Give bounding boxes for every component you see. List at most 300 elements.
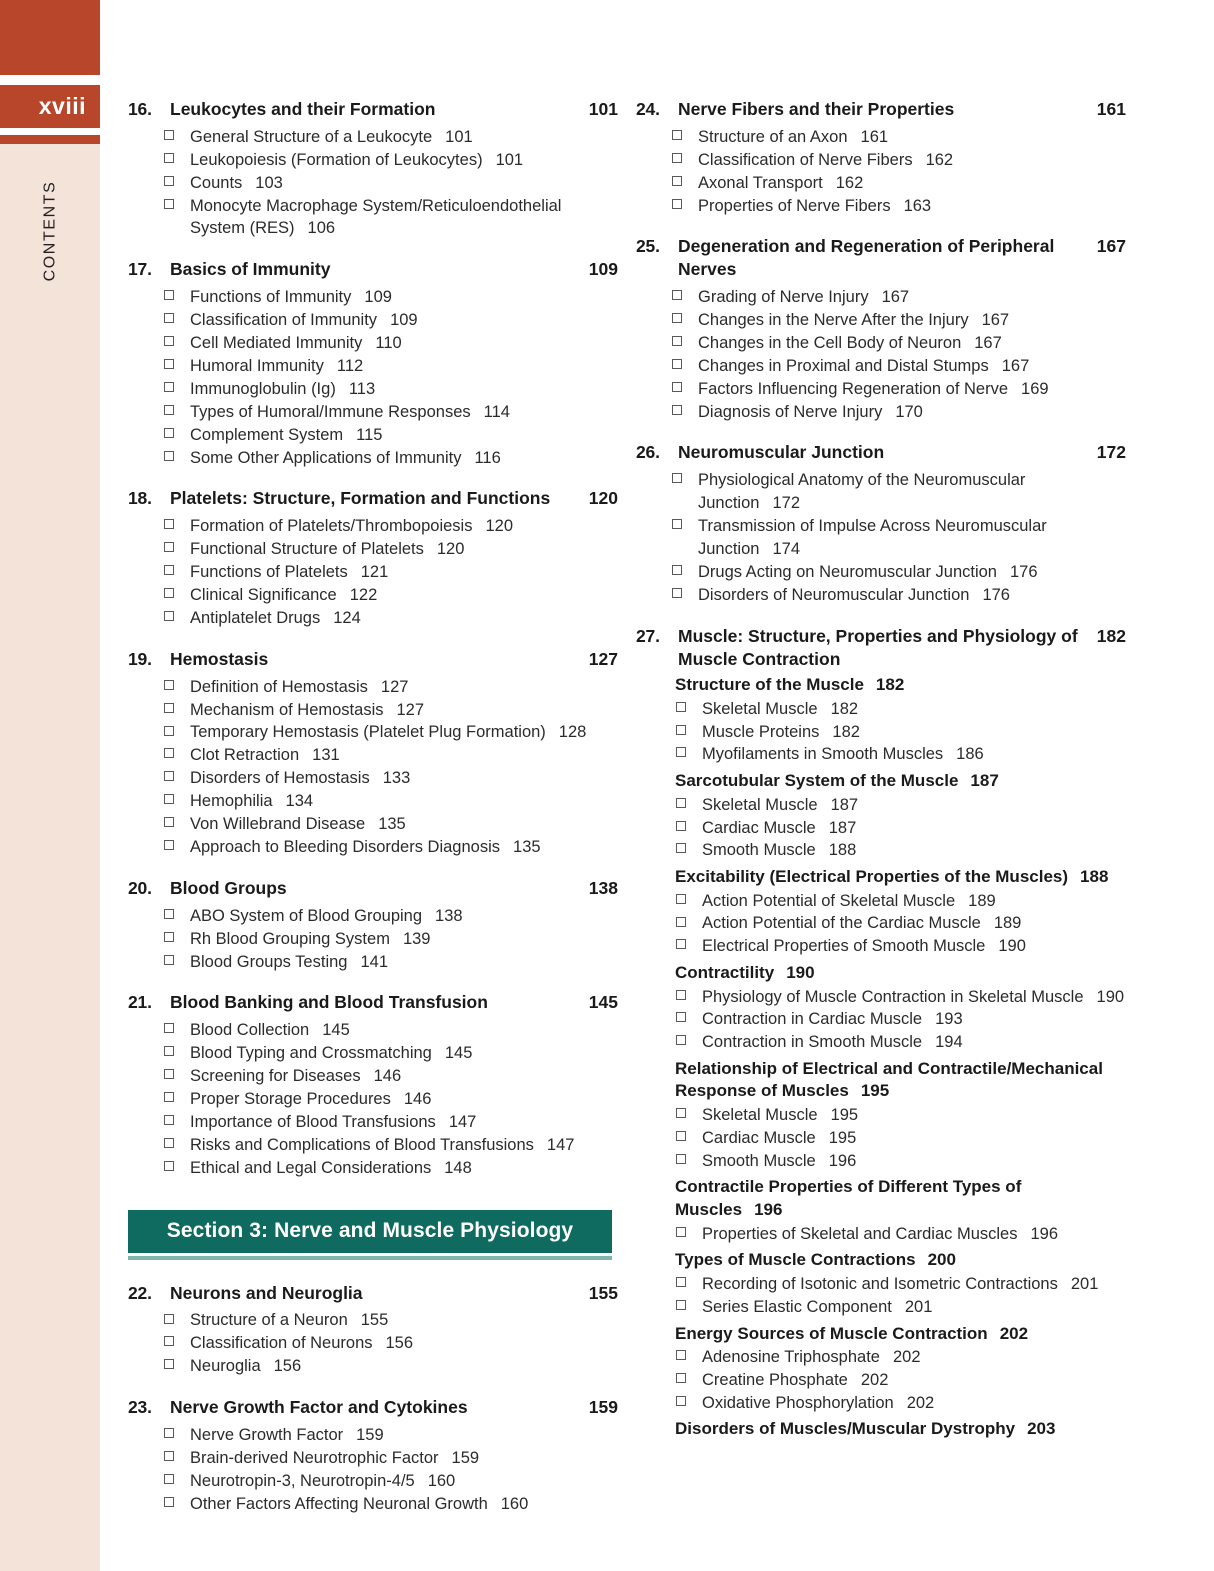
toc-chapter xyxy=(128,648,618,859)
toc-sub-page-number: 176 xyxy=(1009,562,1038,581)
toc-sub-title: Smooth Muscle 196 xyxy=(702,1151,857,1170)
toc-sub-title: Clinical Significance 122 xyxy=(190,586,378,604)
toc-group-heading-text: Structure of the Muscle xyxy=(675,675,864,695)
toc-sub-entry[interactable] xyxy=(636,149,1126,172)
square-bullet-icon xyxy=(128,813,190,834)
toc-chapter-page-number: 167 xyxy=(1096,236,1126,257)
square-bullet-icon xyxy=(128,905,190,926)
toc-chapter-number: 27. xyxy=(636,625,660,646)
toc-chapter-number: 19. xyxy=(128,648,152,669)
toc-sub-list xyxy=(128,676,618,859)
toc-sub-entry[interactable] xyxy=(128,1134,618,1157)
toc-chapter-page-number: 127 xyxy=(588,648,618,669)
toc-sub-page-number: 110 xyxy=(375,333,402,352)
toc-chapter xyxy=(636,625,1126,1441)
toc-group-page-number: 187 xyxy=(970,771,999,791)
toc-group-heading[interactable] xyxy=(636,962,1126,985)
toc-sub-page-number: 188 xyxy=(828,841,857,860)
toc-group-heading[interactable] xyxy=(636,866,1126,889)
toc-sub-page-number: 202 xyxy=(892,1348,921,1367)
toc-group-page-number: 196 xyxy=(754,1200,783,1219)
square-bullet-icon xyxy=(636,1346,702,1367)
toc-sub-page-number: 145 xyxy=(444,1044,473,1063)
toc-chapter xyxy=(128,258,618,469)
toc-chapter-title-wrap xyxy=(170,1396,618,1419)
toc-sub-entry[interactable] xyxy=(636,1346,1126,1369)
square-bullet-icon xyxy=(128,951,190,972)
toc-sub-list xyxy=(636,794,1126,862)
toc-group-heading[interactable] xyxy=(636,1176,1126,1221)
toc-sub-entry[interactable] xyxy=(128,951,618,974)
toc-sub-title: Series Elastic Component 201 xyxy=(702,1297,933,1316)
toc-group-heading-text: Relationship of Electrical and Contractile/Mechanical Response of Muscles xyxy=(675,1058,1103,1101)
toc-sub-list xyxy=(128,905,618,974)
toc-sub-entry[interactable] xyxy=(128,699,618,722)
toc-sub-entry[interactable] xyxy=(636,515,1126,561)
toc-sub-title: Counts 103 xyxy=(190,173,283,192)
toc-sub-title: Changes in the Cell Body of Neuron 167 xyxy=(698,333,1002,352)
toc-sub-entry[interactable] xyxy=(128,1355,618,1378)
toc-sub-title: Contraction in Smooth Muscle 194 xyxy=(702,1033,963,1052)
square-bullet-icon xyxy=(636,890,702,911)
toc-sub-page-number: 167 xyxy=(881,287,910,306)
square-bullet-icon xyxy=(128,1065,190,1086)
toc-sub-entry[interactable] xyxy=(636,195,1126,218)
toc-sub-list xyxy=(128,1019,618,1179)
toc-group-heading[interactable] xyxy=(636,1249,1126,1272)
toc-group-heading-text: Excitability (Electrical Properties of the Muscles) xyxy=(675,867,1069,887)
toc-sub-page-number: 202 xyxy=(906,1393,935,1412)
toc-sub-entry[interactable] xyxy=(128,378,618,401)
toc-sub-page-number: 127 xyxy=(380,677,409,696)
toc-chapter-title: Basics of Immunity xyxy=(170,259,331,280)
toc-sub-title: Rh Blood Grouping System 139 xyxy=(190,929,431,948)
toc-sub-page-number: 187 xyxy=(830,795,859,814)
square-bullet-icon xyxy=(128,584,190,605)
toc-chapter-heading[interactable] xyxy=(128,1396,618,1419)
toc-sub-page-number: 202 xyxy=(860,1370,889,1389)
toc-sub-entry[interactable] xyxy=(128,836,618,859)
toc-chapter xyxy=(128,98,618,240)
toc-sub-list xyxy=(636,986,1126,1054)
toc-sub-entry[interactable] xyxy=(128,790,618,813)
toc-chapter-number: 24. xyxy=(636,99,660,119)
toc-sub-title: Oxidative Phosphorylation 202 xyxy=(702,1393,935,1412)
toc-sub-entry[interactable] xyxy=(636,561,1126,584)
toc-sub-page-number: 101 xyxy=(495,150,524,169)
toc-sub-page-number: 189 xyxy=(993,914,1022,933)
toc-sub-entry[interactable] xyxy=(636,469,1126,515)
toc-group-heading[interactable] xyxy=(636,1058,1126,1103)
square-bullet-icon xyxy=(636,172,698,193)
toc-chapter-title-wrap xyxy=(170,648,618,671)
toc-chapter-title-wrap xyxy=(170,877,618,900)
square-bullet-icon xyxy=(128,355,190,376)
toc-sub-entry[interactable] xyxy=(636,126,1126,149)
toc-sub-entry[interactable] xyxy=(128,1157,618,1180)
toc-sub-page-number: 146 xyxy=(373,1067,402,1086)
toc-sub-entry[interactable] xyxy=(128,126,618,149)
toc-sub-entry[interactable] xyxy=(128,309,618,332)
square-bullet-icon xyxy=(636,1273,702,1294)
toc-sub-entry[interactable] xyxy=(636,332,1126,355)
toc-sub-title: Proper Storage Procedures 146 xyxy=(190,1090,432,1108)
toc-chapter-title: Nerve Growth Factor and Cytokines xyxy=(170,1397,468,1418)
square-bullet-icon xyxy=(636,1369,702,1390)
toc-sub-title: Changes in the Nerve After the Injury 167 xyxy=(698,310,1010,329)
toc-sub-entry[interactable] xyxy=(636,1150,1126,1173)
page-sidebar xyxy=(0,0,100,1571)
contents-label: CONTENTS xyxy=(41,180,58,282)
toc-sub-page-number: 161 xyxy=(860,127,889,146)
toc-chapter-page-number: 138 xyxy=(588,877,618,898)
toc-sub-title: Action Potential of Skeletal Muscle 189 xyxy=(702,891,996,910)
square-bullet-icon xyxy=(128,607,190,628)
toc-sub-entry[interactable] xyxy=(128,401,618,424)
square-bullet-icon xyxy=(128,1493,190,1514)
toc-group-heading[interactable] xyxy=(636,770,1126,793)
toc-sub-entry[interactable] xyxy=(636,286,1126,309)
square-bullet-icon xyxy=(128,447,190,468)
toc-sub-page-number: 106 xyxy=(307,219,336,238)
toc-sub-entry[interactable] xyxy=(128,584,618,607)
square-bullet-icon xyxy=(636,378,698,399)
toc-sub-entry[interactable] xyxy=(636,1104,1126,1127)
toc-sub-entry[interactable] xyxy=(128,1447,618,1470)
square-bullet-icon xyxy=(636,1296,702,1317)
toc-chapter-title-wrap xyxy=(678,441,1126,464)
toc-sub-title: Screening for Diseases 146 xyxy=(190,1067,402,1086)
toc-sub-entry[interactable] xyxy=(128,1042,618,1065)
toc-sub-entry[interactable] xyxy=(128,1332,618,1355)
toc-sub-entry[interactable] xyxy=(128,767,618,790)
toc-chapter-page-number: 161 xyxy=(1096,99,1126,119)
toc-sub-page-number: 122 xyxy=(349,586,378,604)
toc-sub-entry[interactable] xyxy=(128,721,618,744)
toc-sub-page-number: 139 xyxy=(402,929,431,948)
square-bullet-icon xyxy=(636,584,698,605)
toc-sub-entry[interactable] xyxy=(636,986,1126,1009)
toc-sub-page-number: 138 xyxy=(435,906,463,925)
toc-chapter-heading[interactable] xyxy=(636,235,1126,281)
toc-sub-entry[interactable] xyxy=(636,721,1126,744)
toc-chapter-heading[interactable] xyxy=(128,877,618,900)
toc-sub-entry[interactable] xyxy=(636,794,1126,817)
toc-chapter-title: Leukocytes and their Formation xyxy=(170,99,436,119)
square-bullet-icon xyxy=(128,836,190,857)
toc-sub-title: Properties of Skeletal and Cardiac Muscles 196 xyxy=(702,1224,1059,1243)
toc-sub-page-number: 103 xyxy=(255,173,283,192)
toc-sub-entry[interactable] xyxy=(636,1369,1126,1392)
toc-sub-title: Action Potential of the Cardiac Muscle 189 xyxy=(702,914,1022,933)
toc-chapter-title-wrap xyxy=(170,487,618,510)
square-bullet-icon xyxy=(636,469,698,490)
toc-sub-page-number: 167 xyxy=(1001,356,1030,375)
toc-chapter xyxy=(128,1282,618,1379)
toc-sub-page-number: 160 xyxy=(427,1471,456,1490)
toc-sub-page-number: 167 xyxy=(981,310,1010,329)
toc-sub-page-number: 201 xyxy=(904,1297,933,1316)
toc-sub-entry[interactable] xyxy=(128,538,618,561)
toc-sub-entry[interactable] xyxy=(636,935,1126,958)
toc-sub-entry[interactable] xyxy=(636,355,1126,378)
toc-chapter xyxy=(128,991,618,1179)
toc-chapter-heading[interactable] xyxy=(128,258,618,281)
toc-sub-entry[interactable] xyxy=(128,149,618,172)
toc-sub-entry[interactable] xyxy=(636,912,1126,935)
toc-sub-entry[interactable] xyxy=(636,378,1126,401)
toc-chapter-title: Degeneration and Regeneration of Peripheral Nerves xyxy=(678,236,1055,280)
square-bullet-icon xyxy=(636,149,698,170)
toc-sub-title: Recording of Isotonic and Isometric Contractions 201 xyxy=(702,1274,1099,1293)
toc-sub-page-number: 115 xyxy=(356,425,383,444)
toc-chapter-heading[interactable] xyxy=(636,441,1126,464)
toc-sub-page-number: 146 xyxy=(403,1090,432,1108)
square-bullet-icon xyxy=(636,935,702,956)
toc-sub-title: Importance of Blood Transfusions 147 xyxy=(190,1112,477,1131)
toc-sub-list xyxy=(128,126,618,241)
square-bullet-icon xyxy=(128,149,190,170)
toc-sub-entry[interactable] xyxy=(128,1493,618,1516)
toc-sub-page-number: 134 xyxy=(285,792,314,811)
toc-sub-title: Hemophilia 134 xyxy=(190,792,314,811)
toc-chapter-number: 17. xyxy=(128,259,152,280)
square-bullet-icon xyxy=(128,1309,190,1330)
toc-sub-title: Types of Humoral/Immune Responses 114 xyxy=(190,402,510,421)
square-bullet-icon xyxy=(128,1134,190,1155)
toc-chapter xyxy=(128,1396,618,1515)
square-bullet-icon xyxy=(128,1355,190,1376)
toc-sub-list xyxy=(636,1104,1126,1172)
toc-sub-entry[interactable] xyxy=(128,744,618,767)
toc-sub-entry[interactable] xyxy=(636,698,1126,721)
toc-sub-entry[interactable] xyxy=(128,424,618,447)
toc-sub-title: Monocyte Macrophage System/Reticuloendothelial System (RES) 106 xyxy=(190,196,562,238)
toc-sub-title: Functions of Platelets 121 xyxy=(190,563,389,582)
toc-sub-page-number: 116 xyxy=(474,448,501,467)
toc-sub-title: Physiology of Muscle Contraction in Skeletal Muscle 190 xyxy=(702,987,1125,1006)
toc-group-page-number: 202 xyxy=(999,1323,1029,1343)
toc-sub-entry[interactable] xyxy=(636,817,1126,840)
toc-sub-page-number: 109 xyxy=(364,288,392,307)
square-bullet-icon xyxy=(636,561,698,582)
toc-sub-list xyxy=(636,1346,1126,1414)
toc-sub-page-number: 155 xyxy=(360,1311,389,1330)
square-bullet-icon xyxy=(636,195,698,216)
toc-sub-title: Cardiac Muscle 187 xyxy=(702,818,857,837)
toc-sub-title: ABO System of Blood Grouping 138 xyxy=(190,906,463,925)
toc-left-column xyxy=(128,98,618,1518)
toc-group-heading-text: Types of Muscle Contractions xyxy=(675,1250,916,1270)
toc-sub-title: Functions of Immunity 109 xyxy=(190,288,392,307)
toc-sub-entry[interactable] xyxy=(128,1424,618,1447)
toc-sub-list xyxy=(636,1223,1126,1246)
toc-sub-title: Contraction in Cardiac Muscle 193 xyxy=(702,1010,963,1029)
toc-sub-page-number: 159 xyxy=(356,1425,384,1444)
toc-chapter-title: Neurons and Neuroglia xyxy=(170,1282,363,1303)
toc-sub-page-number: 190 xyxy=(998,937,1026,956)
toc-chapter-heading[interactable] xyxy=(128,648,618,671)
toc-sub-title: Classification of Nerve Fibers 162 xyxy=(698,150,954,169)
toc-sub-list xyxy=(636,126,1126,218)
toc-sub-entry[interactable] xyxy=(128,813,618,836)
toc-sub-entry[interactable] xyxy=(128,1019,618,1042)
toc-sub-title: Ethical and Legal Considerations 148 xyxy=(190,1158,472,1177)
square-bullet-icon xyxy=(636,721,702,742)
toc-sub-entry[interactable] xyxy=(636,401,1126,424)
toc-sub-entry[interactable] xyxy=(636,1273,1126,1296)
toc-sub-page-number: 124 xyxy=(333,608,361,627)
toc-sub-entry[interactable] xyxy=(636,1392,1126,1415)
toc-sub-title: Functional Structure of Platelets 120 xyxy=(190,540,465,559)
toc-chapter-heading[interactable] xyxy=(636,98,1126,121)
toc-sub-entry[interactable] xyxy=(128,607,618,630)
square-bullet-icon xyxy=(128,561,190,582)
toc-sub-entry[interactable] xyxy=(636,890,1126,913)
toc-sub-page-number: 196 xyxy=(1030,1224,1059,1243)
toc-sub-entry[interactable] xyxy=(128,905,618,928)
square-bullet-icon xyxy=(128,332,190,353)
square-bullet-icon xyxy=(636,126,698,147)
toc-sub-page-number: 182 xyxy=(832,722,860,741)
square-bullet-icon xyxy=(128,1447,190,1468)
toc-chapter-heading[interactable] xyxy=(128,1282,618,1305)
toc-chapter-title: Blood Groups xyxy=(170,877,287,898)
toc-chapter-heading[interactable] xyxy=(128,98,618,121)
sidebar-vertical-label xyxy=(0,150,100,350)
toc-sub-title: Physiological Anatomy of the Neuromuscular Junction 172 xyxy=(698,471,1026,513)
toc-sub-entry[interactable] xyxy=(128,1088,618,1111)
toc-sub-title: General Structure of a Leukocyte 101 xyxy=(190,127,473,146)
toc-sub-page-number: 186 xyxy=(956,745,984,764)
toc-sub-entry[interactable] xyxy=(128,1309,618,1332)
toc-group-page-number: 190 xyxy=(786,962,815,982)
square-bullet-icon xyxy=(128,424,190,445)
toc-sub-page-number: 113 xyxy=(348,379,376,398)
toc-sub-entry[interactable] xyxy=(128,447,618,470)
toc-group-page-number: 182 xyxy=(875,675,905,695)
toc-sub-entry[interactable] xyxy=(636,1008,1126,1031)
square-bullet-icon xyxy=(636,1223,702,1244)
toc-sub-page-number: 141 xyxy=(360,952,388,971)
toc-group-page-number: 188 xyxy=(1080,867,1109,887)
toc-sub-title: Smooth Muscle 188 xyxy=(702,841,857,860)
square-bullet-icon xyxy=(636,986,702,1007)
square-bullet-icon xyxy=(636,332,698,353)
toc-sub-title: Grading of Nerve Injury 167 xyxy=(698,287,910,306)
toc-sub-entry[interactable] xyxy=(128,928,618,951)
toc-chapter-heading[interactable] xyxy=(128,991,618,1014)
toc-sub-list xyxy=(636,1273,1126,1319)
toc-sub-entry[interactable] xyxy=(636,172,1126,195)
square-bullet-icon xyxy=(128,1470,190,1491)
toc-sub-entry[interactable] xyxy=(636,1031,1126,1054)
toc-group-heading[interactable] xyxy=(636,1323,1126,1346)
square-bullet-icon xyxy=(636,355,698,376)
toc-sub-entry[interactable] xyxy=(636,1223,1126,1246)
toc-chapter-title-wrap xyxy=(170,991,618,1014)
square-bullet-icon xyxy=(636,515,698,536)
toc-sub-title: Approach to Bleeding Disorders Diagnosis 135 xyxy=(190,838,541,857)
toc-chapter-number: 25. xyxy=(636,236,660,257)
toc-group-heading-text: Contractility xyxy=(675,962,775,982)
toc-chapter-heading[interactable] xyxy=(636,625,1126,671)
toc-sub-entry[interactable] xyxy=(128,561,618,584)
toc-chapter xyxy=(636,98,1126,217)
folio-bar xyxy=(0,85,100,128)
toc-sub-title: Properties of Nerve Fibers 163 xyxy=(698,196,932,215)
toc-sub-title: Transmission of Impulse Across Neuromuscular Junction 174 xyxy=(698,517,1047,558)
toc-chapter-title: Blood Banking and Blood Transfusion xyxy=(170,992,488,1013)
square-bullet-icon xyxy=(636,698,702,719)
toc-sub-entry[interactable] xyxy=(128,1470,618,1493)
toc-sub-page-number: 167 xyxy=(974,333,1002,352)
toc-sub-entry[interactable] xyxy=(128,172,618,195)
sidebar-thin-strip xyxy=(0,135,100,144)
toc-sub-entry[interactable] xyxy=(128,515,618,538)
square-bullet-icon xyxy=(636,794,702,815)
toc-sub-entry[interactable] xyxy=(128,1065,618,1088)
toc-sub-entry[interactable] xyxy=(636,1296,1126,1319)
square-bullet-icon xyxy=(128,309,190,330)
toc-sub-title: Factors Influencing Regeneration of Nerve 169 xyxy=(698,379,1049,398)
toc-sub-title: Formation of Platelets/Thrombopoiesis 120 xyxy=(190,517,513,536)
square-bullet-icon xyxy=(128,676,190,697)
page-number-folio: xviii xyxy=(38,93,86,119)
toc-sub-page-number: 147 xyxy=(546,1135,575,1154)
toc-chapter-number: 21. xyxy=(128,992,152,1013)
toc-sub-title: Risks and Complications of Blood Transfusions 147 xyxy=(190,1135,575,1154)
toc-sub-page-number: 120 xyxy=(436,540,465,559)
toc-sub-list xyxy=(128,1424,618,1516)
toc-sub-entry[interactable] xyxy=(128,355,618,378)
toc-sub-title: Classification of Neurons 156 xyxy=(190,1334,414,1353)
toc-sub-title: Complement System 115 xyxy=(190,425,383,444)
toc-sub-page-number: 114 xyxy=(483,402,510,421)
square-bullet-icon xyxy=(128,1088,190,1109)
toc-chapter-page-number: 155 xyxy=(588,1282,618,1303)
square-bullet-icon xyxy=(636,401,698,422)
toc-sub-entry[interactable] xyxy=(636,1127,1126,1150)
toc-sub-page-number: 156 xyxy=(385,1334,414,1353)
square-bullet-icon xyxy=(636,1031,702,1052)
toc-sub-entry[interactable] xyxy=(636,743,1126,766)
toc-sub-page-number: 190 xyxy=(1096,987,1125,1006)
toc-sub-entry[interactable] xyxy=(636,839,1126,862)
toc-chapter-heading[interactable] xyxy=(128,487,618,510)
toc-sub-entry[interactable] xyxy=(128,676,618,699)
toc-sub-title: Leukopoiesis (Formation of Leukocytes) 101 xyxy=(190,150,524,169)
toc-chapter-number: 22. xyxy=(128,1282,152,1303)
toc-sub-title: Axonal Transport 162 xyxy=(698,173,864,192)
square-bullet-icon xyxy=(128,1424,190,1445)
toc-group-heading[interactable] xyxy=(636,1418,1126,1441)
toc-sub-entry[interactable] xyxy=(128,195,618,241)
toc-chapter-number: 26. xyxy=(636,442,660,463)
toc-sub-entry[interactable] xyxy=(636,584,1126,607)
toc-sub-page-number: 148 xyxy=(444,1158,472,1177)
toc-sub-title: Brain-derived Neurotrophic Factor 159 xyxy=(190,1448,480,1467)
toc-chapter-title: Neuromuscular Junction xyxy=(678,442,885,463)
toc-chapter xyxy=(128,877,618,974)
toc-group-heading[interactable] xyxy=(636,674,1126,697)
toc-chapter-page-number: 159 xyxy=(588,1397,618,1418)
toc-sub-entry[interactable] xyxy=(636,309,1126,332)
toc-sub-entry[interactable] xyxy=(128,1111,618,1134)
square-bullet-icon xyxy=(636,309,698,330)
toc-sub-entry[interactable] xyxy=(128,332,618,355)
toc-sub-entry[interactable] xyxy=(128,286,618,309)
